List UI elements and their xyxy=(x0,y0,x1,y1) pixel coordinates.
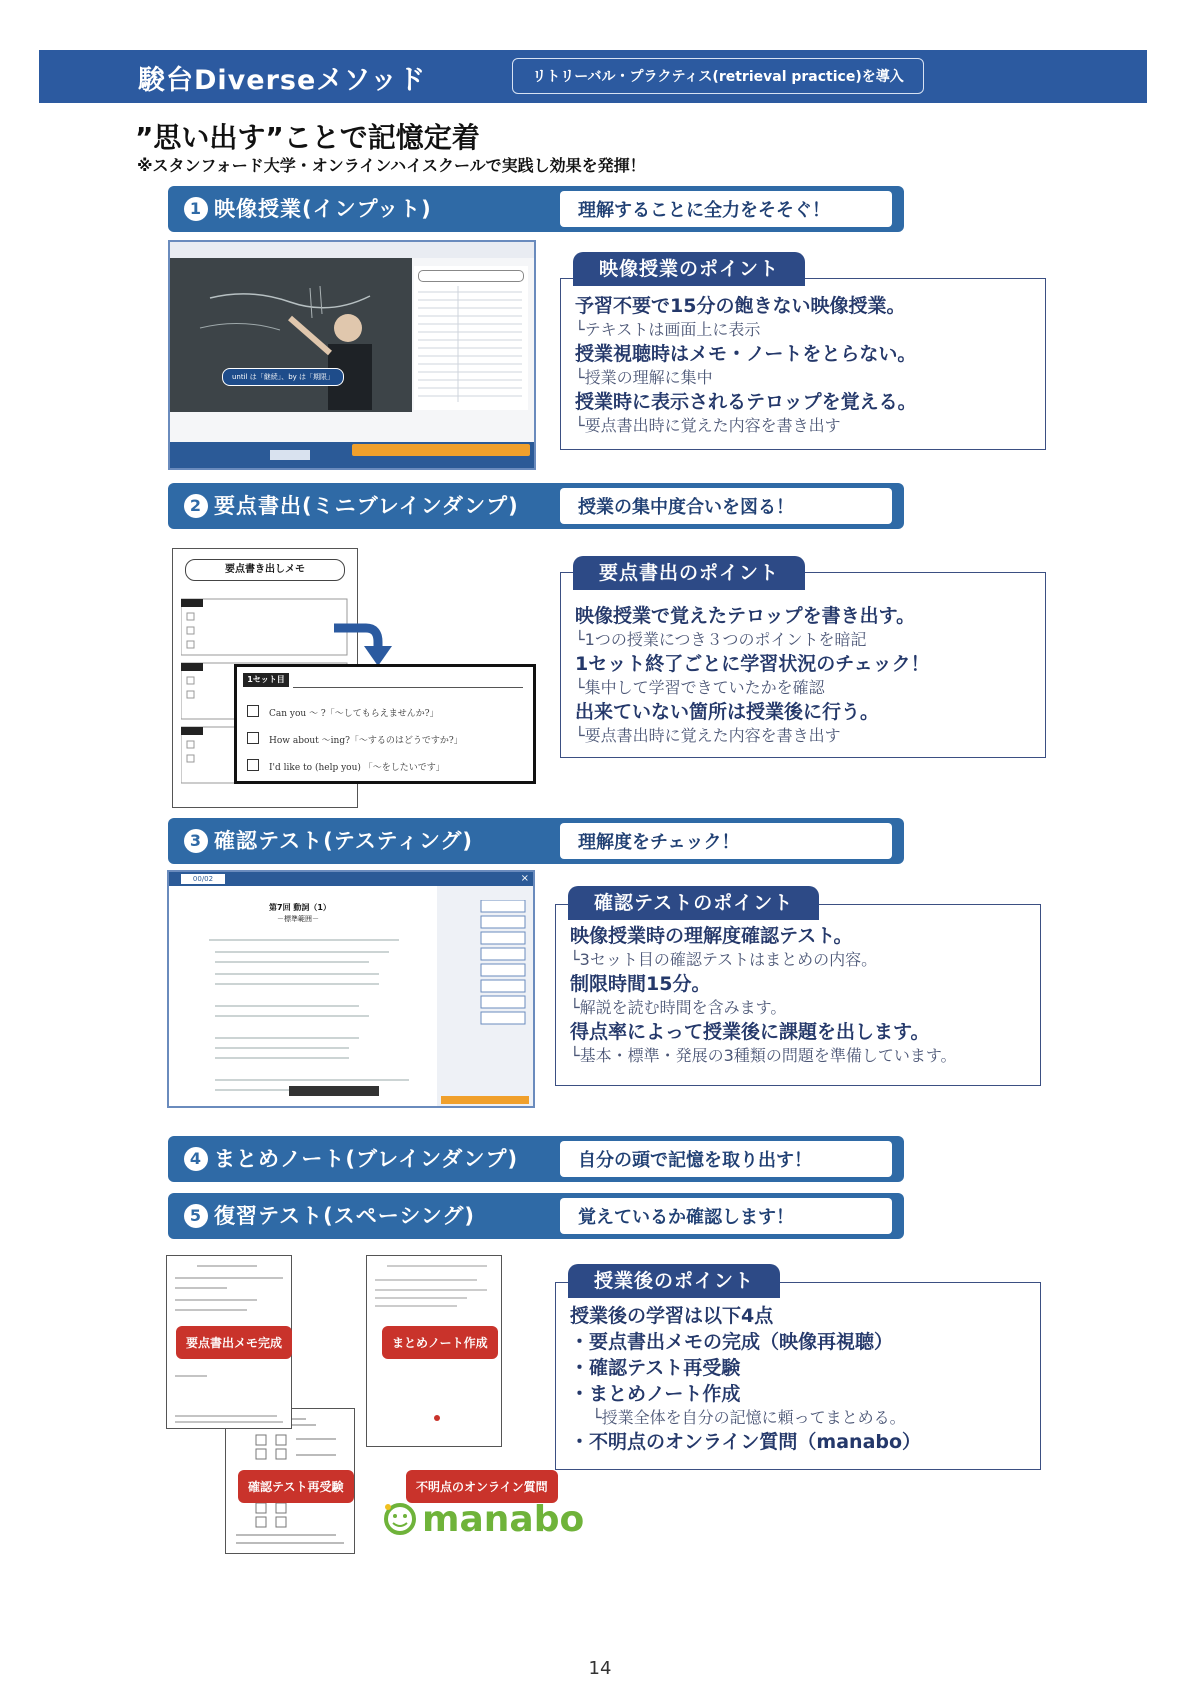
checkbox-icon xyxy=(247,705,259,717)
step-number: 4 xyxy=(184,1147,208,1171)
memo-zoom-panel xyxy=(234,664,536,784)
after-item-sub: └授業全体を自分の記憶に頼ってまとめる。 xyxy=(592,1408,906,1427)
step-tagline: 自分の頭で記憶を取り出す！ xyxy=(560,1141,892,1177)
point-line: 授業視聴時はメモ・ノートをとらない。 xyxy=(575,343,917,365)
point-line: 映像授業で覚えたテロップを書き出す。 xyxy=(575,605,916,627)
step-4-bar xyxy=(168,1136,904,1182)
checkbox-icon xyxy=(247,732,259,744)
step-tagline: 理解することに全力をそそぐ！ xyxy=(560,191,892,227)
after-item: ・不明点のオンライン質問（manabo） xyxy=(570,1431,922,1453)
step-label: まとめノート(ブレインダンプ) xyxy=(214,1147,519,1171)
summary-point-title: 要点書出のポイント xyxy=(573,556,805,590)
page-note: ※スタンフォード大学・オンラインハイスクールで実践し効果を発揮！ xyxy=(137,156,646,175)
test-heading: 第7回 動詞（1） xyxy=(269,903,331,912)
after-item: ・まとめノート作成 xyxy=(570,1383,741,1405)
step-3-bar xyxy=(168,818,904,864)
test-topbar xyxy=(169,872,533,886)
step-tagline: 授業の集中度合いを図る！ xyxy=(560,488,892,524)
video-text-panel xyxy=(414,266,528,410)
manabo-smile-icon xyxy=(380,1499,420,1539)
checkbox-icon xyxy=(247,759,259,771)
after-point-title: 授業後のポイント xyxy=(568,1264,780,1298)
step-number: 3 xyxy=(184,829,208,853)
header-subtitle: リトリーバル・プラクティス(retrieval practice)を導入 xyxy=(512,58,924,94)
memo-sheet-title: 要点書き出しメモ xyxy=(185,559,345,581)
step-label: 確認テスト(テスティング) xyxy=(214,829,473,853)
board-chalk-drawing xyxy=(170,258,412,412)
video-board xyxy=(170,258,412,412)
point-subline: └3セット目の確認テストはまとめの内容。 xyxy=(570,950,878,969)
test-answer-panel xyxy=(437,886,533,1106)
retest-tag: 確認テスト再受験 xyxy=(238,1470,354,1503)
point-subline: └授業の理解に集中 xyxy=(575,368,713,387)
summary-note-tag: まとめノート作成 xyxy=(382,1326,498,1359)
test-subheading: －標準範囲－ xyxy=(277,915,319,923)
online-question-tag: 不明点のオンライン質問 xyxy=(406,1470,558,1503)
step-number: 1 xyxy=(184,197,208,221)
point-line: 授業時に表示されるテロップを覚える。 xyxy=(575,391,917,413)
point-line: 予習不要で15分の飽きない映像授業。 xyxy=(575,295,906,317)
manabo-wordmark: manabo xyxy=(422,1498,585,1540)
memo-line: Can you ～ ?「～してもらえませんか?」 xyxy=(269,709,439,719)
step-2-bar xyxy=(168,483,904,529)
step-1-bar xyxy=(168,186,904,232)
step-tagline: 覚えているか確認します！ xyxy=(560,1198,892,1234)
test-answer-rows xyxy=(441,900,529,1040)
test-screenshot xyxy=(167,870,535,1108)
after-item: ・要点書出メモの完成（映像再視聴） xyxy=(570,1331,894,1353)
step-label: 要点書出(ミニブレインダンプ) xyxy=(214,494,519,518)
step-number: 5 xyxy=(184,1204,208,1228)
video-text-rows xyxy=(418,286,522,406)
video-topbar xyxy=(170,242,534,258)
step-number: 2 xyxy=(184,494,208,518)
video-point-box xyxy=(560,278,1046,450)
memo-line: I'd like to (help you) 「～をしたいです」 xyxy=(269,763,445,773)
point-subline: └テキストは画面上に表示 xyxy=(575,320,761,339)
point-subline: └要点書出時に覚えた内容を書き出す xyxy=(575,416,841,435)
point-line: 制限時間15分。 xyxy=(570,973,711,995)
after-point-box xyxy=(555,1282,1041,1470)
test-point-box xyxy=(555,904,1041,1086)
test-question-lines xyxy=(209,936,419,1096)
arrow-icon xyxy=(330,620,400,670)
test-point-title: 確認テストのポイント xyxy=(568,886,819,920)
point-subline: └集中して学習できていたかを確認 xyxy=(575,678,825,697)
close-icon: × xyxy=(520,873,529,884)
page-title: ”思い出す”ことで記憶定着 xyxy=(135,121,480,154)
memo-line: How about ～ing?「～するのはどうですか?」 xyxy=(269,736,463,746)
point-line: 出来ていない箇所は授業後に行う。 xyxy=(575,701,880,723)
point-subline: └1つの授業につき３つのポイントを暗記 xyxy=(575,630,867,649)
video-caption-telop: until は「継続」、by は「期限」 xyxy=(222,368,344,386)
point-subline: └基本・標準・発展の3種類の問題を準備しています。 xyxy=(570,1046,957,1065)
manabo-logo xyxy=(380,1498,584,1540)
video-control-bar xyxy=(170,442,534,468)
memo-complete-tag: 要点書出メモ完成 xyxy=(176,1326,292,1359)
after-item: ・確認テスト再受験 xyxy=(570,1357,741,1379)
video-point-title: 映像授業のポイント xyxy=(573,252,805,286)
summary-point-box xyxy=(560,572,1046,758)
point-line: 得点率によって授業後に課題を出します。 xyxy=(570,1021,930,1043)
step-5-bar xyxy=(168,1193,904,1239)
after-intro: 授業後の学習は以下4点 xyxy=(570,1305,774,1327)
step-label: 復習テスト(スペーシング) xyxy=(214,1204,475,1228)
point-line: 映像授業時の理解度確認テスト。 xyxy=(570,925,853,947)
point-line: 1セット終了ごとに学習状況のチェック！ xyxy=(575,653,930,675)
video-lesson-screenshot xyxy=(168,240,536,470)
point-subline: └解説を読む時間を含みます。 xyxy=(570,998,787,1017)
video-next-button xyxy=(352,444,530,456)
memo-set-label: 1セット目 xyxy=(243,673,289,687)
page-number: 14 xyxy=(588,1658,612,1679)
step-label: 映像授業(インプット) xyxy=(214,197,432,221)
step-tagline: 理解度をチェック！ xyxy=(560,823,892,859)
point-subline: └要点書出時に覚えた内容を書き出す xyxy=(575,726,841,745)
test-counter: 00/02 xyxy=(181,874,225,884)
header-title: 駿台Diverseメソッド xyxy=(138,65,427,96)
